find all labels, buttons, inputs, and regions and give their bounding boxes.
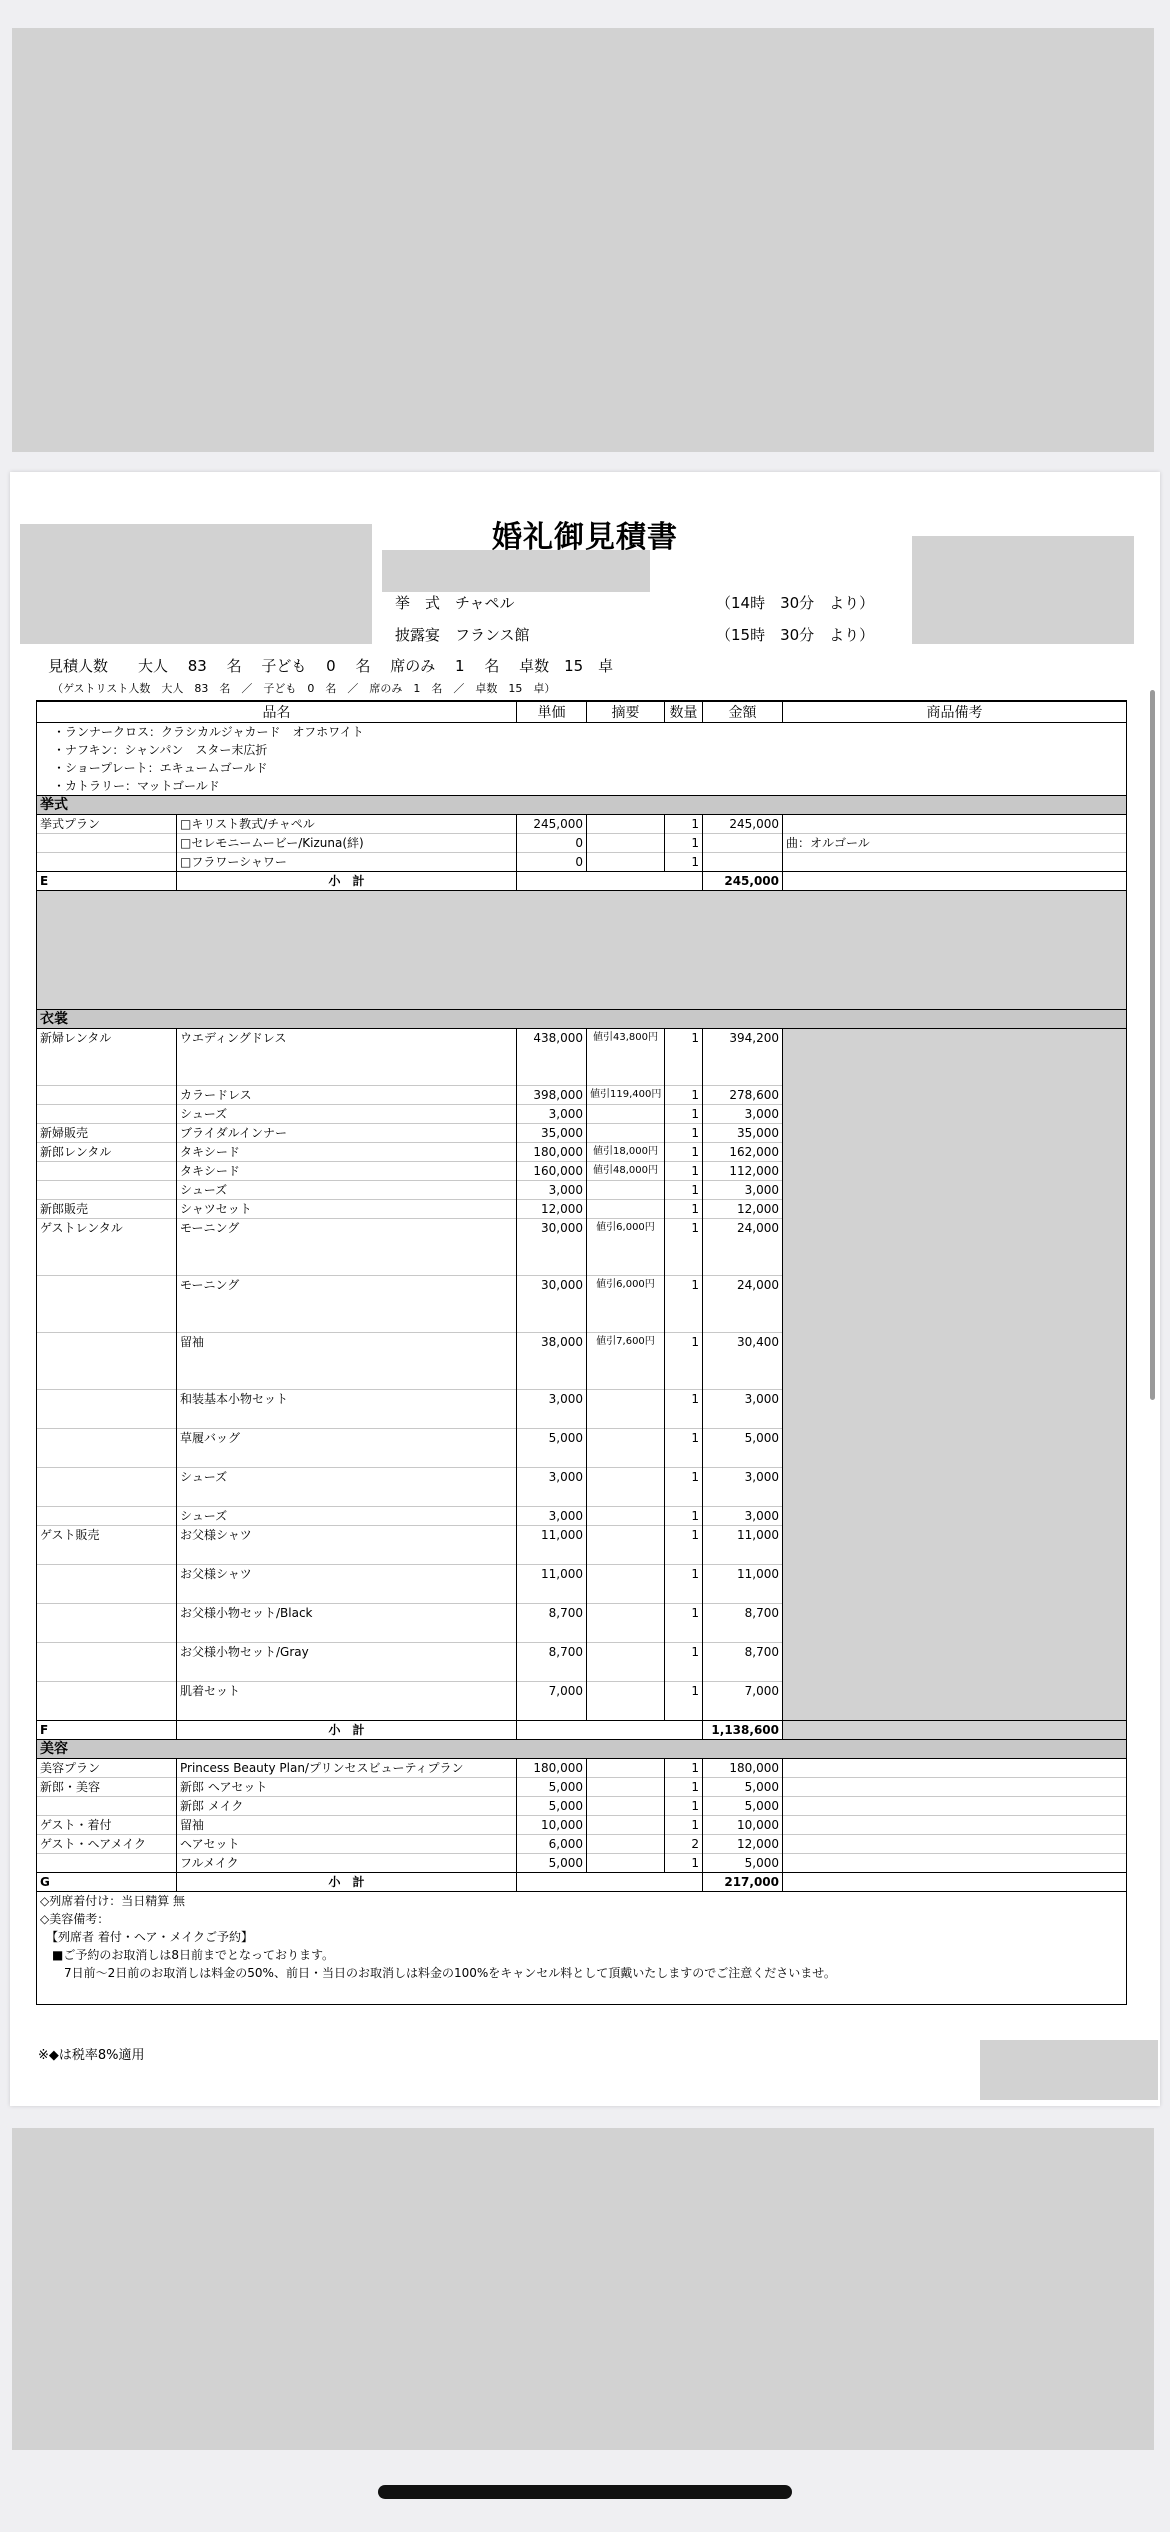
footer-note: 7日前〜2日前のお取消しは料金の50%、前日・当日のお取消しは料金の100%をキャンセル料として頂戴いたしますのでご注意くださいませ。	[37, 1964, 1127, 2005]
row-amount: 35,000	[703, 1124, 783, 1143]
row-item: シューズ	[177, 1507, 517, 1526]
table-row	[37, 1797, 1127, 1816]
headcount-line: 見積人数 大人 83 名 子ども 0 名 席のみ 1 名 卓数 15 卓	[48, 657, 614, 675]
row-discount	[587, 1181, 665, 1200]
estimate-page	[10, 472, 1160, 2106]
col-qty: 数量	[665, 701, 703, 723]
table-row	[37, 1604, 1127, 1643]
row-remark	[783, 815, 1127, 834]
row-discount	[587, 1854, 665, 1873]
row-qty: 1	[665, 1565, 703, 1604]
home-indicator[interactable]	[378, 2485, 792, 2499]
row-category	[37, 1276, 177, 1333]
row-qty: 1	[665, 1429, 703, 1468]
row-item: お父様小物セット/Gray	[177, 1643, 517, 1682]
table-row	[37, 1181, 1127, 1200]
subtotal-amount: 1,138,600	[703, 1721, 783, 1740]
row-unit-price: 5,000	[517, 1778, 587, 1797]
row-unit-price: 35,000	[517, 1124, 587, 1143]
row-unit-price: 438,000	[517, 1029, 587, 1086]
row-item: 留袖	[177, 1816, 517, 1835]
row-remark	[783, 1778, 1127, 1797]
estimate-table	[36, 700, 1127, 2005]
row-item: タキシード	[177, 1143, 517, 1162]
row-category: 挙式プラン	[37, 815, 177, 834]
row-discount	[587, 853, 665, 872]
subtotal-blank	[517, 1721, 703, 1740]
row-qty: 1	[665, 1778, 703, 1797]
row-qty: 1	[665, 1276, 703, 1333]
table-row	[37, 1526, 1127, 1565]
row-amount: 12,000	[703, 1200, 783, 1219]
table-row	[37, 815, 1127, 834]
row-category: 美容プラン	[37, 1759, 177, 1778]
row-qty: 1	[665, 1029, 703, 1086]
row-item: □セレモニームービー/Kizuna(絆)	[177, 834, 517, 853]
section-title: 衣裳	[37, 1010, 1127, 1029]
row-amount: 3,000	[703, 1390, 783, 1429]
row-amount: 24,000	[703, 1219, 783, 1276]
row-remark	[783, 1643, 1127, 1682]
row-category	[37, 1507, 177, 1526]
note-row	[37, 723, 1127, 742]
row-item: シューズ	[177, 1181, 517, 1200]
row-remark	[783, 1797, 1127, 1816]
row-remark	[783, 1759, 1127, 1778]
row-unit-price: 5,000	[517, 1429, 587, 1468]
footer-note: ◇美容備考：	[37, 1910, 1127, 1928]
row-unit-price: 7,000	[517, 1682, 587, 1721]
row-qty: 1	[665, 1390, 703, 1429]
table-row	[37, 1162, 1127, 1181]
subtotal-row	[37, 872, 1127, 891]
row-unit-price: 245,000	[517, 815, 587, 834]
table-note: ・カトラリー：マットゴールド	[37, 777, 1127, 796]
table-row	[37, 1507, 1127, 1526]
col-remarks: 商品備考	[783, 701, 1127, 723]
row-amount: 24,000	[703, 1276, 783, 1333]
table-row	[37, 1276, 1127, 1333]
section-header	[37, 1010, 1127, 1029]
subtotal-label: 小 計	[177, 1873, 517, 1892]
row-qty: 1	[665, 1468, 703, 1507]
row-item: 新郎 ヘアセット	[177, 1778, 517, 1797]
row-discount: 値引119,400円	[587, 1086, 665, 1105]
row-item: お父様小物セット/Black	[177, 1604, 517, 1643]
table-row	[37, 1105, 1127, 1124]
row-item: 草履バッグ	[177, 1429, 517, 1468]
section-header	[37, 796, 1127, 815]
row-amount: 3,000	[703, 1105, 783, 1124]
reception-time: （15時 30分 より）	[716, 626, 875, 644]
row-qty: 1	[665, 1105, 703, 1124]
row-item: タキシード	[177, 1162, 517, 1181]
row-item: □キリスト教式/チャペル	[177, 815, 517, 834]
subtotal-amount: 245,000	[703, 872, 783, 891]
redacted-block-top	[12, 28, 1154, 452]
row-unit-price: 160,000	[517, 1162, 587, 1181]
row-unit-price: 0	[517, 834, 587, 853]
row-qty: 1	[665, 1604, 703, 1643]
row-category	[37, 1390, 177, 1429]
row-amount: 10,000	[703, 1816, 783, 1835]
footer-note-row	[37, 1946, 1127, 1964]
table-row	[37, 834, 1127, 853]
row-item: ブライダルインナー	[177, 1124, 517, 1143]
subtotal-blank	[517, 1873, 703, 1892]
subtotal-blank	[517, 872, 703, 891]
note-row	[37, 741, 1127, 759]
row-discount: 値引6,000円	[587, 1276, 665, 1333]
row-qty: 1	[665, 1797, 703, 1816]
col-summary: 摘要	[587, 701, 665, 723]
scrollbar[interactable]	[1150, 690, 1155, 1400]
row-category: ゲストレンタル	[37, 1219, 177, 1276]
row-unit-price: 3,000	[517, 1105, 587, 1124]
guestlist-line: （ゲストリスト人数 大人 83 名 ／ 子ども 0 名 ／ 席のみ 1 名 ／ 卓数 15 卓）	[52, 682, 556, 695]
subtotal-row	[37, 1873, 1127, 1892]
row-remark	[783, 1086, 1127, 1105]
row-unit-price: 3,000	[517, 1181, 587, 1200]
row-qty: 1	[665, 1200, 703, 1219]
row-qty: 1	[665, 834, 703, 853]
row-category	[37, 1086, 177, 1105]
row-category: 新郎レンタル	[37, 1143, 177, 1162]
row-remark	[783, 1816, 1127, 1835]
subtotal-label: 小 計	[177, 872, 517, 891]
row-discount	[587, 1200, 665, 1219]
row-item: Princess Beauty Plan/プリンセスビューティプラン	[177, 1759, 517, 1778]
row-amount: 3,000	[703, 1181, 783, 1200]
row-item: お父様シャツ	[177, 1565, 517, 1604]
row-category	[37, 1181, 177, 1200]
row-qty: 1	[665, 1124, 703, 1143]
table-note: ・ナフキン：シャンパン スター末広折	[37, 741, 1127, 759]
table-row	[37, 1854, 1127, 1873]
row-remark	[783, 1835, 1127, 1854]
row-qty: 1	[665, 815, 703, 834]
row-discount	[587, 1682, 665, 1721]
row-discount	[587, 834, 665, 853]
row-discount	[587, 1526, 665, 1565]
row-unit-price: 6,000	[517, 1835, 587, 1854]
row-discount	[587, 1835, 665, 1854]
section-header	[37, 1740, 1127, 1759]
row-amount: 3,000	[703, 1507, 783, 1526]
note-row	[37, 777, 1127, 796]
row-unit-price: 11,000	[517, 1565, 587, 1604]
row-unit-price: 5,000	[517, 1797, 587, 1816]
note-row	[37, 759, 1127, 777]
row-discount: 値引18,000円	[587, 1143, 665, 1162]
row-item: 肌着セット	[177, 1682, 517, 1721]
row-category	[37, 1333, 177, 1390]
row-qty: 1	[665, 1219, 703, 1276]
row-unit-price: 398,000	[517, 1086, 587, 1105]
row-qty: 1	[665, 1759, 703, 1778]
row-unit-price: 180,000	[517, 1759, 587, 1778]
row-category	[37, 1797, 177, 1816]
redacted-block-bottom	[12, 2128, 1154, 2450]
row-remark	[783, 1200, 1127, 1219]
row-remark	[783, 1682, 1127, 1721]
row-item: 新郎 メイク	[177, 1797, 517, 1816]
table-row	[37, 1468, 1127, 1507]
row-remark	[783, 1854, 1127, 1873]
table-row	[37, 1333, 1127, 1390]
row-qty: 1	[665, 853, 703, 872]
table-row	[37, 1565, 1127, 1604]
row-amount	[703, 853, 783, 872]
row-discount	[587, 1507, 665, 1526]
table-row	[37, 1759, 1127, 1778]
row-amount: 11,000	[703, 1526, 783, 1565]
col-item: 品名	[37, 701, 517, 723]
reception-label: 披露宴 フランス館	[395, 626, 530, 644]
tax-note: ※◆は税率8%適用	[38, 2048, 145, 2063]
row-amount: 8,700	[703, 1643, 783, 1682]
row-discount	[587, 1429, 665, 1468]
row-qty: 1	[665, 1854, 703, 1873]
subtotal-amount: 217,000	[703, 1873, 783, 1892]
row-remark	[783, 1029, 1127, 1086]
row-discount	[587, 1778, 665, 1797]
row-amount	[703, 834, 783, 853]
row-category	[37, 1643, 177, 1682]
row-item: 留袖	[177, 1333, 517, 1390]
row-discount	[587, 1759, 665, 1778]
table-row	[37, 1200, 1127, 1219]
table-note: ・ショープレート：エキュームゴールド	[37, 759, 1127, 777]
row-amount: 394,200	[703, 1029, 783, 1086]
row-category	[37, 1682, 177, 1721]
footer-note-row	[37, 1928, 1127, 1946]
row-remark	[783, 1162, 1127, 1181]
table-row	[37, 1086, 1127, 1105]
row-item: お父様シャツ	[177, 1526, 517, 1565]
row-unit-price: 8,700	[517, 1643, 587, 1682]
row-qty: 1	[665, 1507, 703, 1526]
row-amount: 180,000	[703, 1759, 783, 1778]
row-unit-price: 8,700	[517, 1604, 587, 1643]
subtotal-remark	[783, 1721, 1127, 1740]
row-remark: 曲：オルゴール	[783, 834, 1127, 853]
table-row	[37, 1219, 1127, 1276]
row-item: シューズ	[177, 1468, 517, 1507]
row-unit-price: 12,000	[517, 1200, 587, 1219]
footer-note-row	[37, 1892, 1127, 1911]
ceremony-label: 挙 式 チャペル	[395, 594, 515, 612]
row-category: ゲスト・着付	[37, 1816, 177, 1835]
row-category: ゲスト・ヘアメイク	[37, 1835, 177, 1854]
row-category	[37, 1604, 177, 1643]
row-discount	[587, 1565, 665, 1604]
row-item: カラードレス	[177, 1086, 517, 1105]
table-row	[37, 1124, 1127, 1143]
row-qty: 1	[665, 1162, 703, 1181]
subtotal-code: F	[37, 1721, 177, 1740]
redacted-stamp	[980, 2040, 1158, 2100]
table-row	[37, 853, 1127, 872]
row-qty: 1	[665, 1816, 703, 1835]
row-qty: 1	[665, 1086, 703, 1105]
row-category	[37, 1429, 177, 1468]
row-qty: 1	[665, 1682, 703, 1721]
row-amount: 5,000	[703, 1429, 783, 1468]
section-title: 美容	[37, 1740, 1127, 1759]
row-item: シャツセット	[177, 1200, 517, 1219]
subtotal-code: G	[37, 1873, 177, 1892]
row-unit-price: 5,000	[517, 1854, 587, 1873]
row-category: 新婦販売	[37, 1124, 177, 1143]
footer-note: ■ご予約のお取消しは8日前までとなっております。	[37, 1946, 1127, 1964]
col-unit-price: 単価	[517, 701, 587, 723]
row-remark	[783, 1105, 1127, 1124]
row-category: ゲスト販売	[37, 1526, 177, 1565]
table-note: ・ランナークロス：クラシカルジャカード オフホワイト	[37, 723, 1127, 742]
row-discount	[587, 815, 665, 834]
subtotal-code: E	[37, 872, 177, 891]
row-item: モーニング	[177, 1276, 517, 1333]
page-title: 婚礼御見積書	[492, 520, 678, 555]
row-amount: 12,000	[703, 1835, 783, 1854]
row-remark	[783, 1429, 1127, 1468]
row-remark	[783, 1468, 1127, 1507]
section-title: 挙式	[37, 796, 1127, 815]
table-row	[37, 1143, 1127, 1162]
subtotal-label: 小 計	[177, 1721, 517, 1740]
row-qty: 1	[665, 1643, 703, 1682]
row-unit-price: 30,000	[517, 1219, 587, 1276]
footer-note-row	[37, 1910, 1127, 1928]
row-discount	[587, 1797, 665, 1816]
table-row	[37, 1778, 1127, 1797]
row-remark	[783, 853, 1127, 872]
row-amount: 5,000	[703, 1797, 783, 1816]
row-discount	[587, 1643, 665, 1682]
row-amount: 112,000	[703, 1162, 783, 1181]
table-row	[37, 1029, 1127, 1086]
row-category	[37, 853, 177, 872]
row-item: ウエディングドレス	[177, 1029, 517, 1086]
row-qty: 1	[665, 1143, 703, 1162]
row-item: ヘアセット	[177, 1835, 517, 1854]
row-amount: 162,000	[703, 1143, 783, 1162]
row-discount: 値引43,800円	[587, 1029, 665, 1086]
row-qty: 1	[665, 1333, 703, 1390]
row-remark	[783, 1276, 1127, 1333]
row-item: シューズ	[177, 1105, 517, 1124]
row-amount: 3,000	[703, 1468, 783, 1507]
row-unit-price: 10,000	[517, 1816, 587, 1835]
row-category: 新郎・美容	[37, 1778, 177, 1797]
row-amount: 5,000	[703, 1778, 783, 1797]
row-qty: 1	[665, 1526, 703, 1565]
row-item: モーニング	[177, 1219, 517, 1276]
redacted-section	[37, 891, 1127, 1010]
row-remark	[783, 1390, 1127, 1429]
table-row	[37, 1835, 1127, 1854]
row-unit-price: 3,000	[517, 1507, 587, 1526]
table-row	[37, 1682, 1127, 1721]
row-unit-price: 180,000	[517, 1143, 587, 1162]
table-row	[37, 1816, 1127, 1835]
row-amount: 11,000	[703, 1565, 783, 1604]
row-unit-price: 38,000	[517, 1333, 587, 1390]
row-unit-price: 3,000	[517, 1468, 587, 1507]
row-discount	[587, 1604, 665, 1643]
row-discount: 値引48,000円	[587, 1162, 665, 1181]
row-unit-price: 3,000	[517, 1390, 587, 1429]
table-row	[37, 1643, 1127, 1682]
row-remark	[783, 1565, 1127, 1604]
row-category	[37, 1468, 177, 1507]
footer-note: 【列席者 着付・ヘア・メイクご予約】	[37, 1928, 1127, 1946]
row-discount	[587, 1124, 665, 1143]
row-discount: 値引7,600円	[587, 1333, 665, 1390]
row-unit-price: 11,000	[517, 1526, 587, 1565]
subtotal-remark	[783, 1873, 1127, 1892]
row-category	[37, 1162, 177, 1181]
row-remark	[783, 1333, 1127, 1390]
row-category	[37, 834, 177, 853]
table-row	[37, 1390, 1127, 1429]
row-remark	[783, 1219, 1127, 1276]
row-remark	[783, 1181, 1127, 1200]
row-discount	[587, 1468, 665, 1507]
row-unit-price: 30,000	[517, 1276, 587, 1333]
row-item: 和装基本小物セット	[177, 1390, 517, 1429]
row-unit-price: 0	[517, 853, 587, 872]
row-item: フルメイク	[177, 1854, 517, 1873]
row-qty: 1	[665, 1181, 703, 1200]
row-amount: 7,000	[703, 1682, 783, 1721]
subtotal-row	[37, 1721, 1127, 1740]
row-remark	[783, 1143, 1127, 1162]
subtotal-remark	[783, 872, 1127, 891]
row-discount	[587, 1390, 665, 1429]
row-category	[37, 1565, 177, 1604]
row-amount: 245,000	[703, 815, 783, 834]
footer-note: ◇列席着付け：当日精算 無	[37, 1892, 1127, 1911]
ceremony-time: （14時 30分 より）	[716, 594, 875, 612]
row-item: □フラワーシャワー	[177, 853, 517, 872]
row-category: 新婦レンタル	[37, 1029, 177, 1086]
row-amount: 5,000	[703, 1854, 783, 1873]
row-amount: 278,600	[703, 1086, 783, 1105]
row-discount: 値引6,000円	[587, 1219, 665, 1276]
row-remark	[783, 1604, 1127, 1643]
redacted-name	[382, 550, 650, 592]
row-remark	[783, 1526, 1127, 1565]
row-amount: 30,400	[703, 1333, 783, 1390]
row-category	[37, 1854, 177, 1873]
row-remark	[783, 1124, 1127, 1143]
row-category	[37, 1105, 177, 1124]
row-qty: 2	[665, 1835, 703, 1854]
row-amount: 8,700	[703, 1604, 783, 1643]
footer-note-row	[37, 1964, 1127, 2005]
row-discount	[587, 1816, 665, 1835]
row-discount	[587, 1105, 665, 1124]
row-category: 新郎販売	[37, 1200, 177, 1219]
col-amount: 金額	[703, 701, 783, 723]
row-remark	[783, 1507, 1127, 1526]
table-row	[37, 1429, 1127, 1468]
